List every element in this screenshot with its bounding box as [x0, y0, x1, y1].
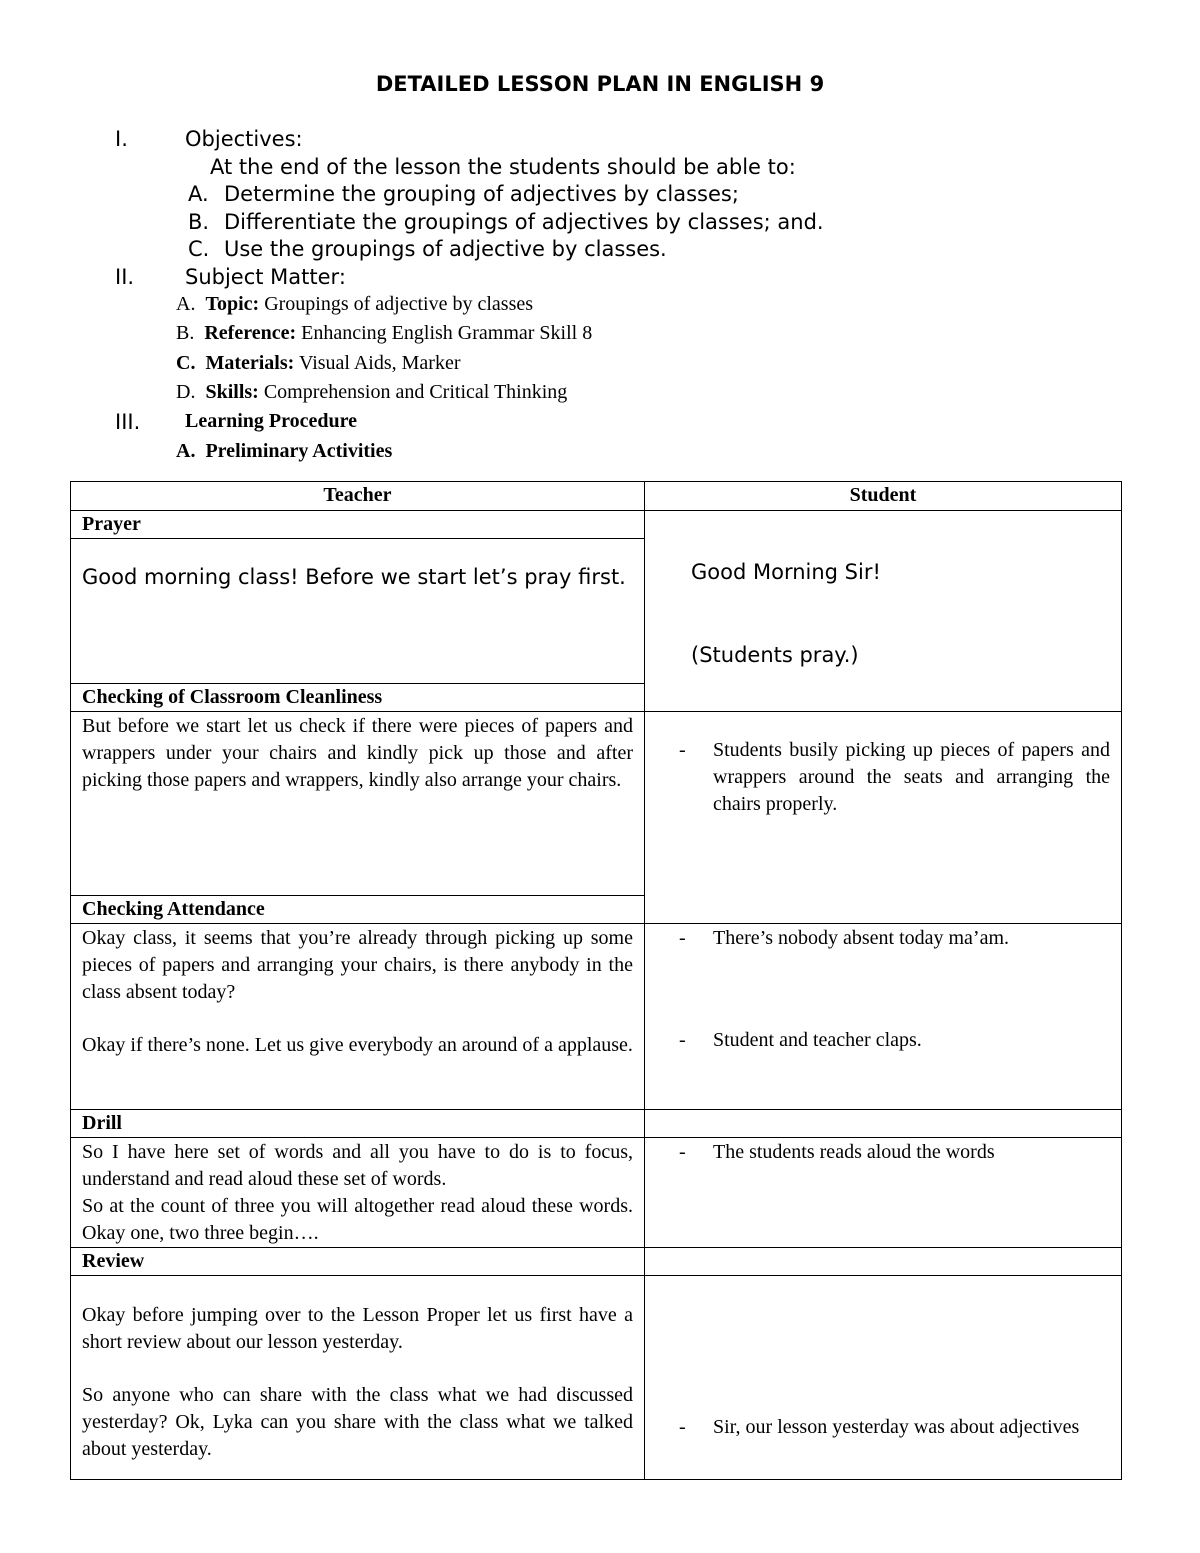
cleanliness-student-dash: - [679, 739, 686, 761]
review-student-cell [645, 1276, 1122, 1480]
drill-heading-student-cell [645, 1110, 1122, 1138]
table-header-row [71, 482, 1122, 511]
drill-heading: Drill [71, 1110, 645, 1138]
table-row [71, 712, 1122, 896]
attendance-student-reply [679, 925, 1110, 952]
cleanliness-student-text: Students busily picking up pieces of papers and wrappers around the seats and arranging the chairs properly. [713, 739, 1110, 815]
subject-topic-text: Groupings of adjective by classes [264, 293, 534, 315]
table-row [71, 924, 1122, 1110]
cleanliness-teacher-text: But before we start let us check if there were pieces of papers and wrappers under your chairs and kindly pick up those and after picking those papers and wrappers, kindly also arrange your chairs. [71, 712, 645, 896]
cleanliness-student-cell [645, 712, 1122, 924]
procedure-sub-letter: A. [176, 440, 196, 462]
attendance-student-dash-2: - [679, 1029, 686, 1051]
review-heading: Review [71, 1248, 645, 1276]
subject-item-materials [176, 352, 461, 375]
review-teacher-text-1: Okay before jumping over to the Lesson Proper let us first have a short review about our lesson yesterday. [82, 1304, 633, 1353]
procedure-numeral: III. [115, 410, 141, 434]
drill-student-text: The students reads aloud the words [713, 1141, 995, 1163]
procedure-sub-heading: Preliminary Activities [205, 440, 393, 462]
subject-skills-label: Skills: [205, 381, 259, 403]
subject-matter-heading: Subject Matter: [185, 265, 346, 289]
subject-item-reference [176, 322, 592, 345]
prayer-heading: Prayer [71, 511, 645, 539]
subject-skills-letter: D. [176, 381, 196, 403]
review-teacher-text-2: So anyone who can share with the class what we had discussed yesterday? Ok, Lyka can you share with the class what we talked about yesterday. [82, 1384, 633, 1460]
subject-skills-text: Comprehension and Critical Thinking [263, 381, 568, 403]
activity-table [70, 481, 1122, 1480]
table-row [71, 1276, 1122, 1480]
objective-b-letter: B. [188, 210, 210, 234]
procedure-subheading [176, 440, 392, 463]
subject-materials-letter: C. [176, 352, 196, 374]
table-row [71, 511, 1122, 539]
objectives-heading: Objectives: [185, 127, 303, 151]
attendance-student-cell [645, 924, 1122, 1110]
table-row [71, 1110, 1122, 1138]
attendance-teacher-question: Okay class, it seems that you’re already through picking up some pieces of papers and arranging your chairs, is there anybody in the class absent today? [82, 927, 633, 1003]
subject-reference-letter: B. [176, 322, 195, 344]
objective-b-text: Differentiate the groupings of adjectives by classes; and. [224, 210, 824, 234]
subject-item-skills [176, 381, 567, 404]
drill-student-dash: - [679, 1141, 686, 1163]
prayer-student-cell [645, 511, 1122, 712]
subject-materials-text: Visual Aids, Marker [298, 352, 461, 374]
attendance-teacher-cell [71, 924, 645, 1110]
review-student-dash: - [679, 1416, 686, 1438]
review-heading-student-cell [645, 1248, 1122, 1276]
objective-a-text: Determine the grouping of adjectives by classes; [224, 182, 739, 206]
attendance-student-claps-text: Student and teacher claps. [713, 1029, 922, 1051]
subject-reference-text: Enhancing English Grammar Skill 8 [301, 322, 593, 344]
subject-topic-letter: A. [176, 293, 196, 315]
teacher-column-header: Teacher [71, 482, 645, 511]
attendance-heading: Checking Attendance [71, 896, 645, 924]
attendance-student-dash-1: - [679, 927, 686, 949]
subject-matter-numeral: II. [115, 265, 135, 289]
attendance-student-reply-text: There’s nobody absent today ma’am. [713, 927, 1010, 949]
attendance-student-claps [679, 1027, 1110, 1054]
objectives-intro: At the end of the lesson the students should be able to: [210, 155, 796, 179]
subject-materials-label: Materials: [205, 352, 295, 374]
table-row [71, 1138, 1122, 1248]
subject-topic-label: Topic: [205, 293, 260, 315]
student-column-header: Student [645, 482, 1122, 511]
drill-teacher-text-2: So at the count of three you will altogether read aloud these words. Okay one, two three begin…. [82, 1195, 633, 1244]
table-row [71, 1248, 1122, 1276]
prayer-teacher-text: Good morning class! Before we start let’s pray first. [71, 539, 645, 684]
objectives-numeral: I. [115, 127, 128, 151]
cleanliness-heading: Checking of Classroom Cleanliness [71, 684, 645, 712]
subject-item-topic [176, 293, 533, 316]
attendance-teacher-applause: Okay if there’s none. Let us give everybody an around of a applause. [82, 1034, 633, 1056]
subject-reference-label: Reference: [204, 322, 297, 344]
objective-c-letter: C. [188, 237, 210, 261]
drill-teacher-text-1: So I have here set of words and all you have to do is to focus, understand and read aloud these set of words. [82, 1141, 633, 1190]
drill-teacher-cell [71, 1138, 645, 1248]
review-teacher-cell [71, 1276, 645, 1480]
objective-c-text: Use the groupings of adjective by classes. [224, 237, 667, 261]
drill-student-cell [645, 1138, 1122, 1248]
page-title: DETAILED LESSON PLAN IN ENGLISH 9 [375, 72, 825, 96]
procedure-heading: Learning Procedure [185, 410, 358, 432]
review-student-text: Sir, our lesson yesterday was about adjectives [713, 1416, 1080, 1438]
objective-a-letter: A. [188, 182, 209, 206]
prayer-student-action: (Students pray.) [691, 643, 859, 667]
prayer-student-greeting: Good Morning Sir! [691, 560, 881, 584]
